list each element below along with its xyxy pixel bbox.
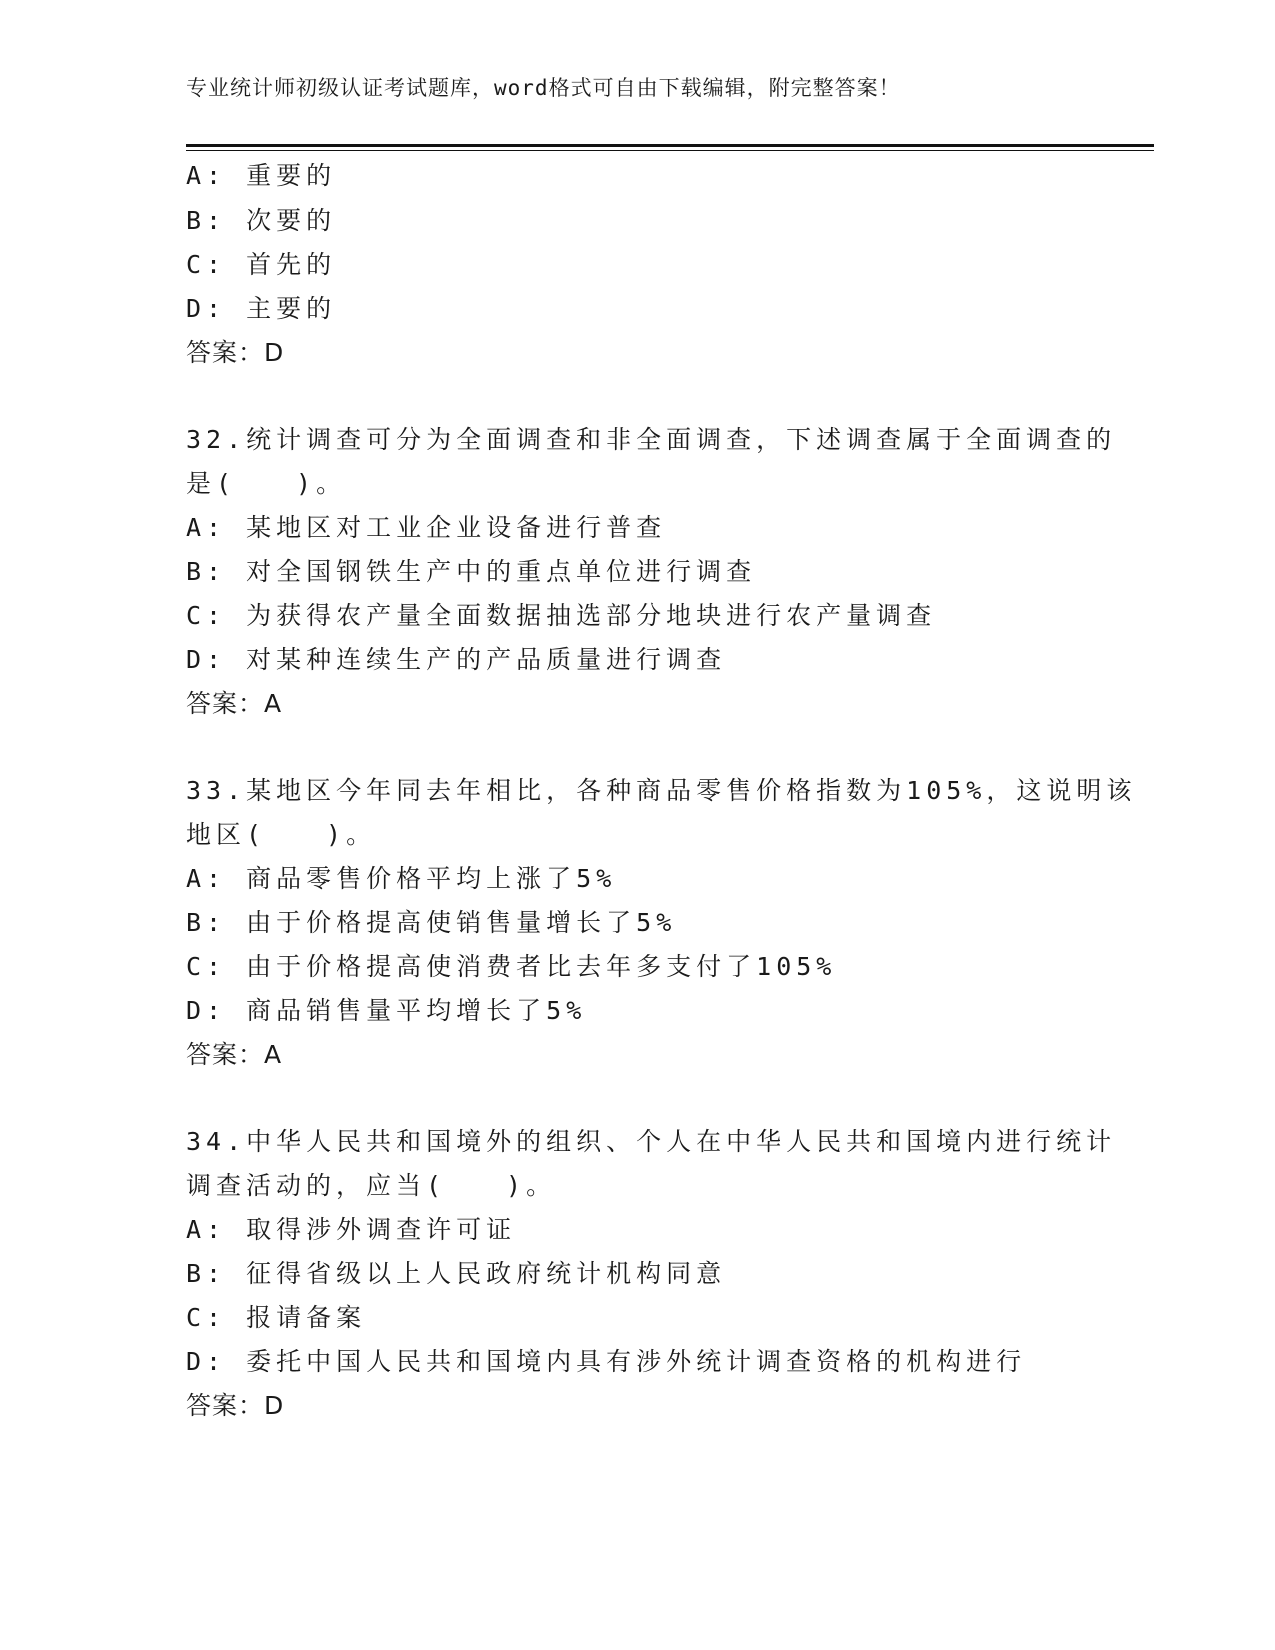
q32-option-b: B: 对全国钢铁生产中的重点单位进行调查 [186,557,757,586]
header-rule-thick [186,144,1154,147]
q33-option-a: A: 商品零售价格平均上涨了5% [186,864,617,893]
q31-option-b: B: 次要的 [186,206,337,235]
q34-option-b: B: 征得省级以上人民政府统计机构同意 [186,1259,727,1288]
q34-answer: 答案：D [186,1391,285,1420]
q31-option-c: C: 首先的 [186,250,337,279]
q32-stem-line1: 32.统计调查可分为全面调查和非全面调查，下述调查属于全面调查的 [186,425,1117,454]
q32-answer: 答案：A [186,689,283,718]
q32-option-a: A: 某地区对工业企业设备进行普查 [186,513,667,542]
q32-stem-line2: 是( )。 [186,469,347,498]
q34-option-c: C: 报请备案 [186,1303,367,1332]
q31-answer: 答案：D [186,338,285,367]
q34-stem-line1: 34.中华人民共和国境外的组织、个人在中华人民共和国境内进行统计 [186,1127,1117,1156]
header-rule-thin [186,150,1154,151]
page-header: 专业统计师初级认证考试题库，word格式可自由下载编辑，附完整答案！ [186,76,901,100]
q34-stem-line2: 调查活动的，应当( )。 [186,1171,557,1200]
q31-option-d: D: 主要的 [186,294,337,323]
q33-answer: 答案：A [186,1040,283,1069]
q33-option-b: B: 由于价格提高使销售量增长了5% [186,908,677,937]
q33-option-c: C: 由于价格提高使消费者比去年多支付了105% [186,952,837,981]
q32-option-d: D: 对某种连续生产的产品质量进行调查 [186,645,727,674]
q31-option-a: A: 重要的 [186,161,337,190]
q32-option-c: C: 为获得农产量全面数据抽选部分地块进行农产量调查 [186,601,937,630]
q33-stem-line1: 33.某地区今年同去年相比，各种商品零售价格指数为105%，这说明该 [186,776,1137,805]
q33-stem-line2: 地区( )。 [186,820,377,849]
q34-option-a: A: 取得涉外调查许可证 [186,1215,517,1244]
q33-option-d: D: 商品销售量平均增长了5% [186,996,587,1025]
q34-option-d: D: 委托中国人民共和国境内具有涉外统计调查资格的机构进行 [186,1347,1027,1376]
